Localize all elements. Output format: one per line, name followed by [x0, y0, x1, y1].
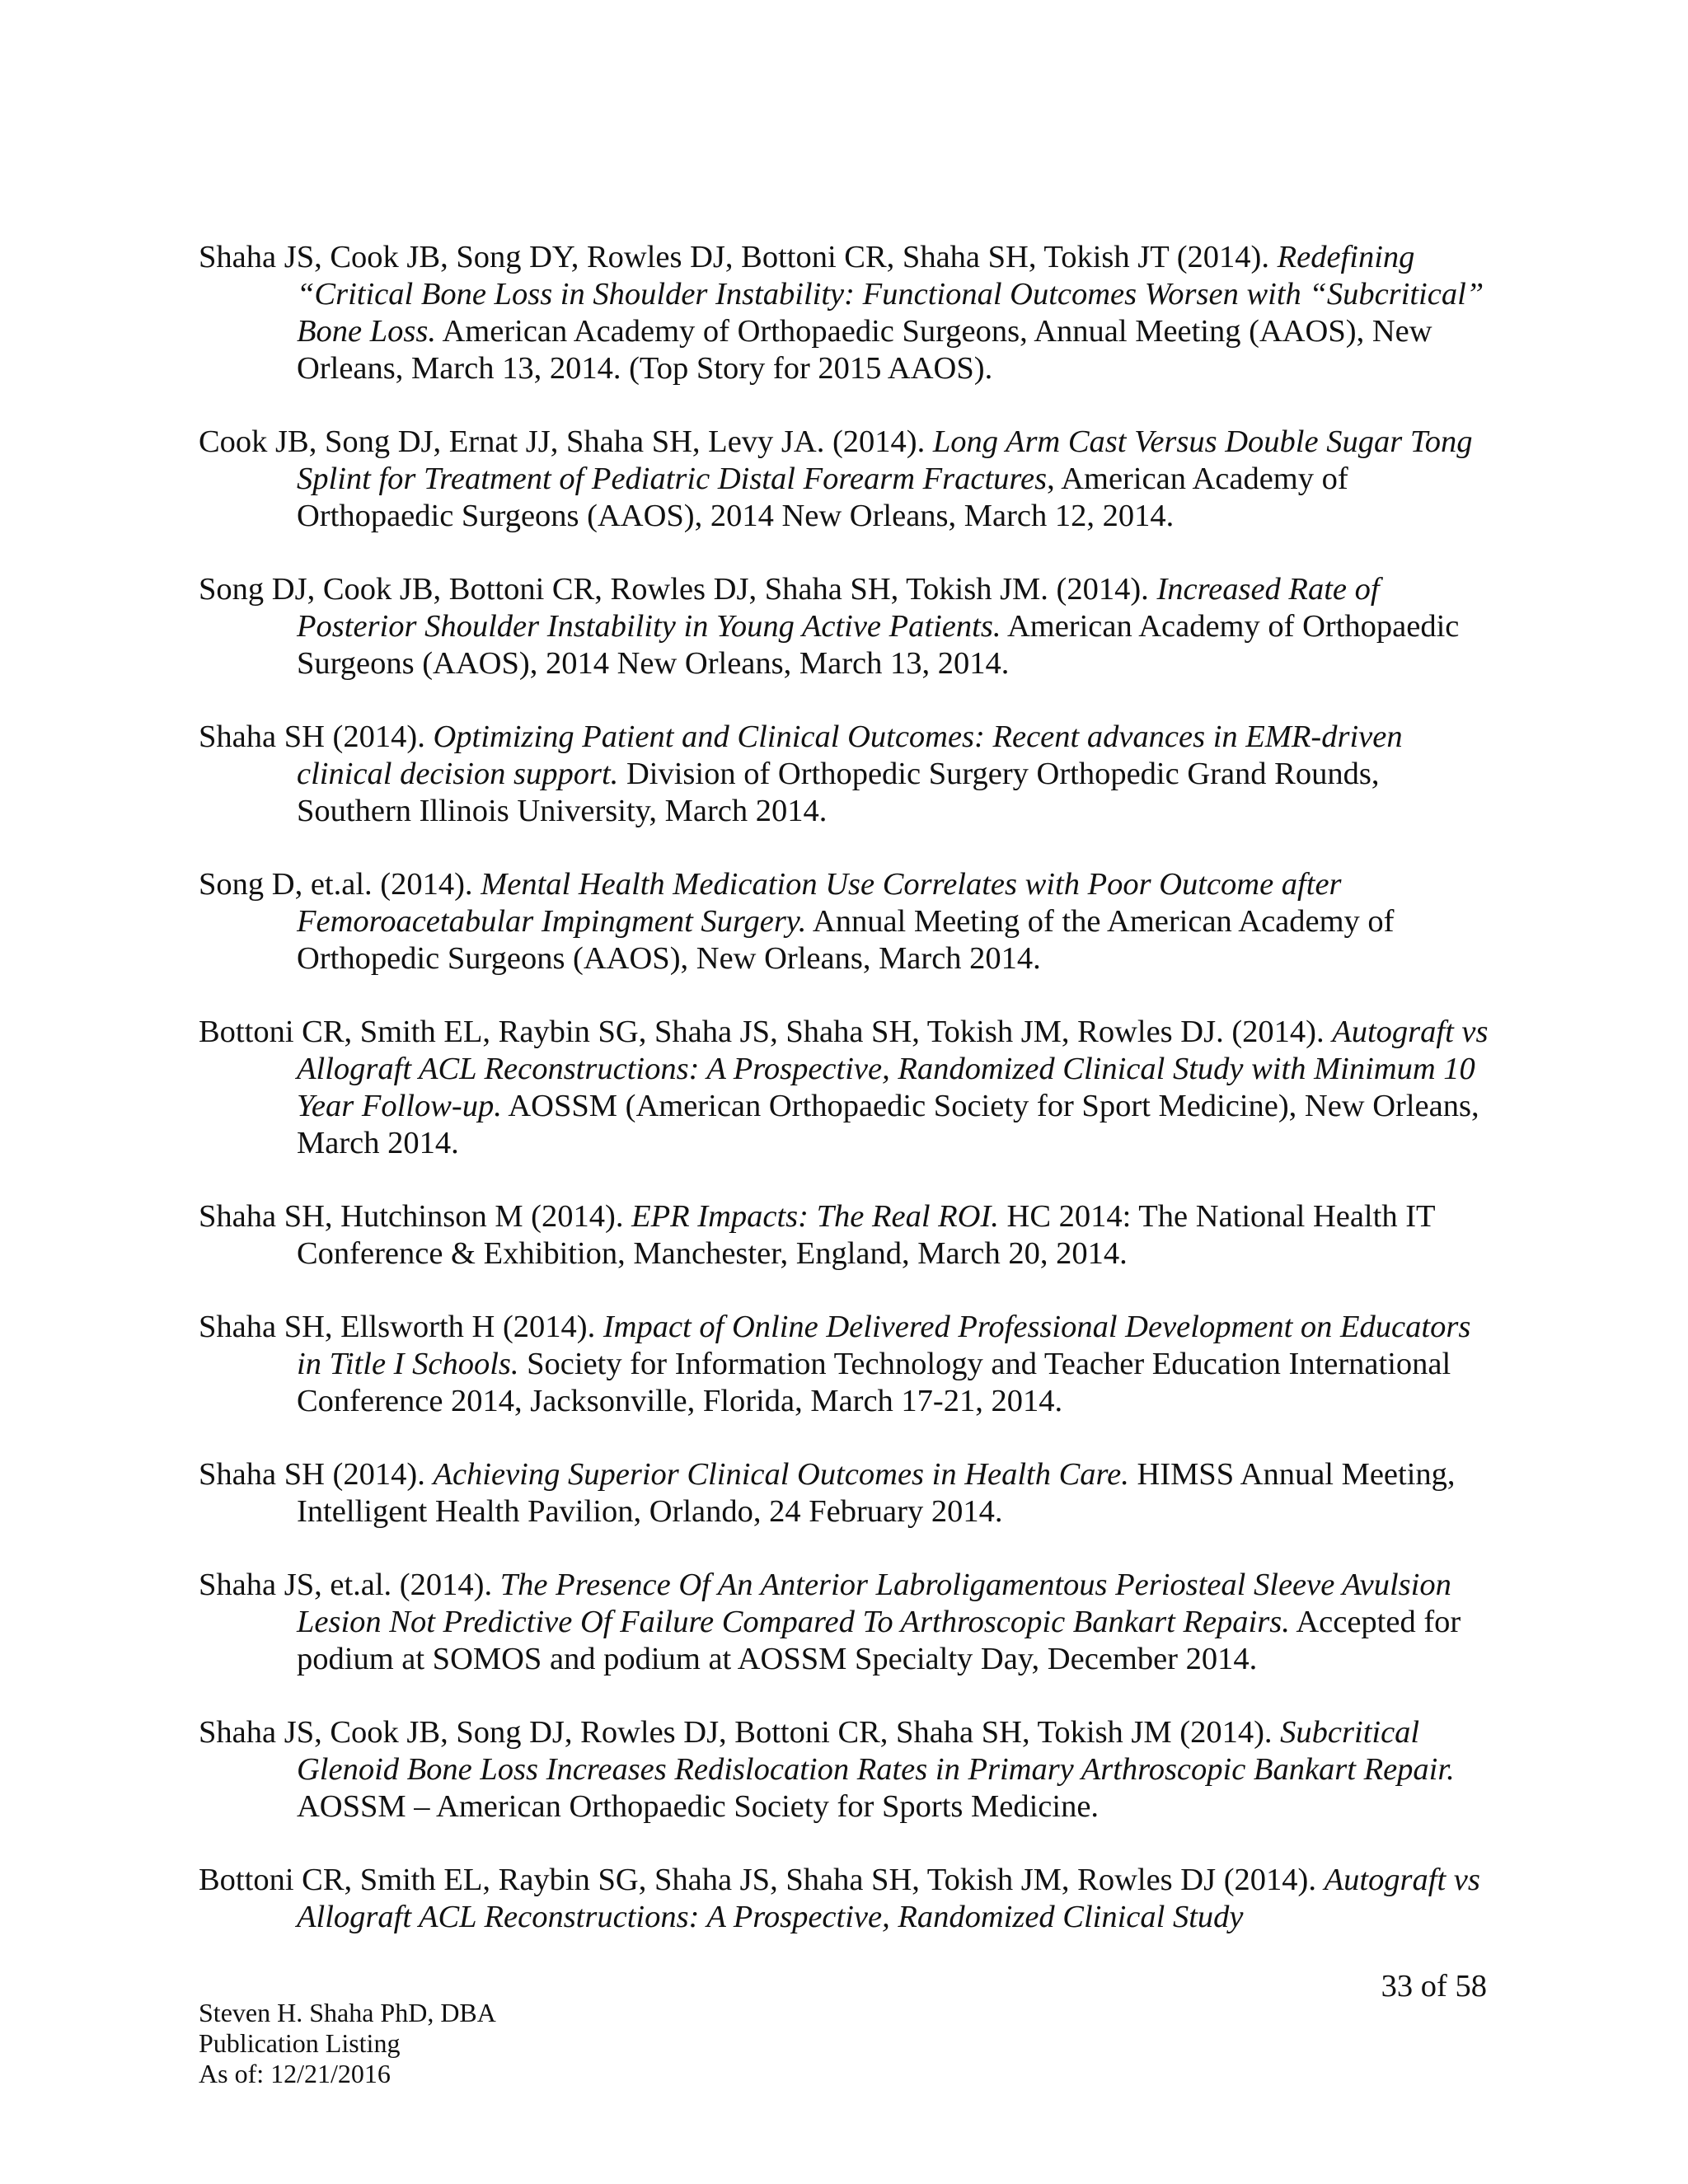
publication-entry [199, 571, 1501, 682]
entry-authors: Song DJ, Cook JB, Bottoni CR, Rowles DJ, Shaha SH, Tokish JM. (2014). [199, 572, 1157, 607]
publication-entry [199, 866, 1501, 977]
entry-title: The Presence Of An Anterior Labroligamentous Periosteal Sleeve Avulsion Lesion Not Predictive Of Failure Compared To Arthroscopic Bankart Repairs. [297, 1568, 1451, 1639]
entry-venue: American Academy of Orthopaedic Surgeons (AAOS), 2014 New Orleans, March 13, 2014. [297, 609, 1460, 681]
entry-title: Autograft vs Allograft ACL Reconstructions: A Prospective, Randomized Clinical Study [297, 1863, 1480, 1934]
footer-date: As of: 12/21/2016 [199, 2059, 391, 2088]
entry-authors: Shaha JS, et.al. (2014). [199, 1568, 500, 1602]
entry-authors: Shaha SH (2014). [199, 1457, 434, 1492]
entry-venue: AOSSM (American Orthopaedic Society for Sport Medicine), New Orleans, March 2014. [297, 1089, 1479, 1160]
entry-authors: Shaha JS, Cook JB, Song DJ, Rowles DJ, Bottoni CR, Shaha SH, Tokish JM (2014). [199, 1715, 1281, 1750]
publication-entry [199, 239, 1501, 387]
publication-entry [199, 1014, 1501, 1162]
entry-venue: , American Academy of Orthopaedic Surgeons (AAOS), 2014 New Orleans, March 12, 2014. [297, 462, 1348, 533]
entry-authors: Bottoni CR, Smith EL, Raybin SG, Shaha JS, Shaha SH, Tokish JM, Rowles DJ. (2014). [199, 1015, 1333, 1049]
publication-entry [199, 424, 1501, 535]
entry-title: Mental Health Medication Use Correlates with Poor Outcome after Femoroacetabular Impingment Surgery. [297, 867, 1342, 939]
footer-author: Steven H. Shaha PhD, DBA [199, 1998, 496, 2027]
entry-authors: Shaha SH, Ellsworth H (2014). [199, 1310, 603, 1344]
page-number: 33 of 58 [1381, 1969, 1487, 2004]
entry-title: Increased Rate of Posterior Shoulder Instability in Young Active Patients. [297, 572, 1380, 644]
entry-authors: Shaha SH (2014). [199, 719, 434, 754]
entry-title: Subcritical Glenoid Bone Loss Increases Redislocation Rates in Primary Arthroscopic Bankart Repair. [297, 1715, 1455, 1787]
publication-entry [199, 1862, 1501, 1936]
entry-authors: Cook JB, Song DJ, Ernat JJ, Shaha SH, Levy JA. (2014). [199, 424, 933, 459]
entry-authors: Bottoni CR, Smith EL, Raybin SG, Shaha JS, Shaha SH, Tokish JM, Rowles DJ (2014). [199, 1863, 1325, 1897]
entry-venue: Society for Information Technology and Teacher Education International Conference 2014, Jacksonville, Florida, March 17-21, 2014. [297, 1347, 1451, 1418]
entry-title: Autograft vs Allograft ACL Reconstructions: A Prospective, Randomized Clinical Study with Minimum 10 Year Follow-up. [297, 1015, 1489, 1123]
publication-list [199, 239, 1501, 1972]
page-footer [199, 1998, 496, 2089]
publication-entry [199, 1309, 1501, 1420]
publication-entry [199, 1567, 1501, 1678]
entry-title: Impact of Online Delivered Professional Development on Educators in Title I Schools. [297, 1310, 1471, 1381]
entry-authors: Shaha SH, Hutchinson M (2014). [199, 1199, 632, 1234]
entry-authors: Shaha JS, Cook JB, Song DY, Rowles DJ, Bottoni CR, Shaha SH, Tokish JT (2014). [199, 240, 1278, 274]
entry-venue: Division of Orthopedic Surgery Orthopedic Grand Rounds, Southern Illinois University, March 2014. [297, 757, 1380, 828]
publication-entry [199, 1456, 1501, 1530]
entry-venue: AOSSM – American Orthopaedic Society for Sports Medicine. [297, 1789, 1100, 1824]
entry-title: EPR Impacts: The Real ROI. [631, 1199, 999, 1234]
entry-venue: American Academy of Orthopaedic Surgeons, Annual Meeting (AAOS), New Orleans, March 13, 2014. (Top Story for 2015 AAOS). [297, 314, 1432, 386]
entry-venue: HIMSS Annual Meeting, Intelligent Health Pavilion, Orlando, 24 February 2014. [297, 1457, 1456, 1529]
entry-title: Achieving Superior Clinical Outcomes in Health Care. [433, 1457, 1129, 1492]
publication-entry [199, 1714, 1501, 1825]
publication-entry [199, 719, 1501, 830]
entry-title: Optimizing Patient and Clinical Outcomes: Recent advances in EMR-driven clinical decision support. [297, 719, 1403, 791]
entry-title: Long Arm Cast Versus Double Sugar Tong Splint for Treatment of Pediatric Distal Forearm Fractures [297, 424, 1473, 496]
entry-title: Redefining “Critical Bone Loss in Shoulder Instability: Functional Outcomes Worsen with “Subcritical” Bone Loss. [297, 240, 1484, 349]
entry-venue: HC 2014: The National Health IT Conference & Exhibition, Manchester, England, March 20, 2014. [297, 1199, 1435, 1271]
entry-venue: Accepted for podium at SOMOS and podium at AOSSM Specialty Day, December 2014. [297, 1605, 1461, 1676]
publication-entry [199, 1198, 1501, 1272]
footer-document-title: Publication Listing [199, 2028, 401, 2058]
entry-venue: Annual Meeting of the American Academy of Orthopedic Surgeons (AAOS), New Orleans, March 2014. [297, 904, 1395, 976]
entry-authors: Song D, et.al. (2014). [199, 867, 481, 902]
